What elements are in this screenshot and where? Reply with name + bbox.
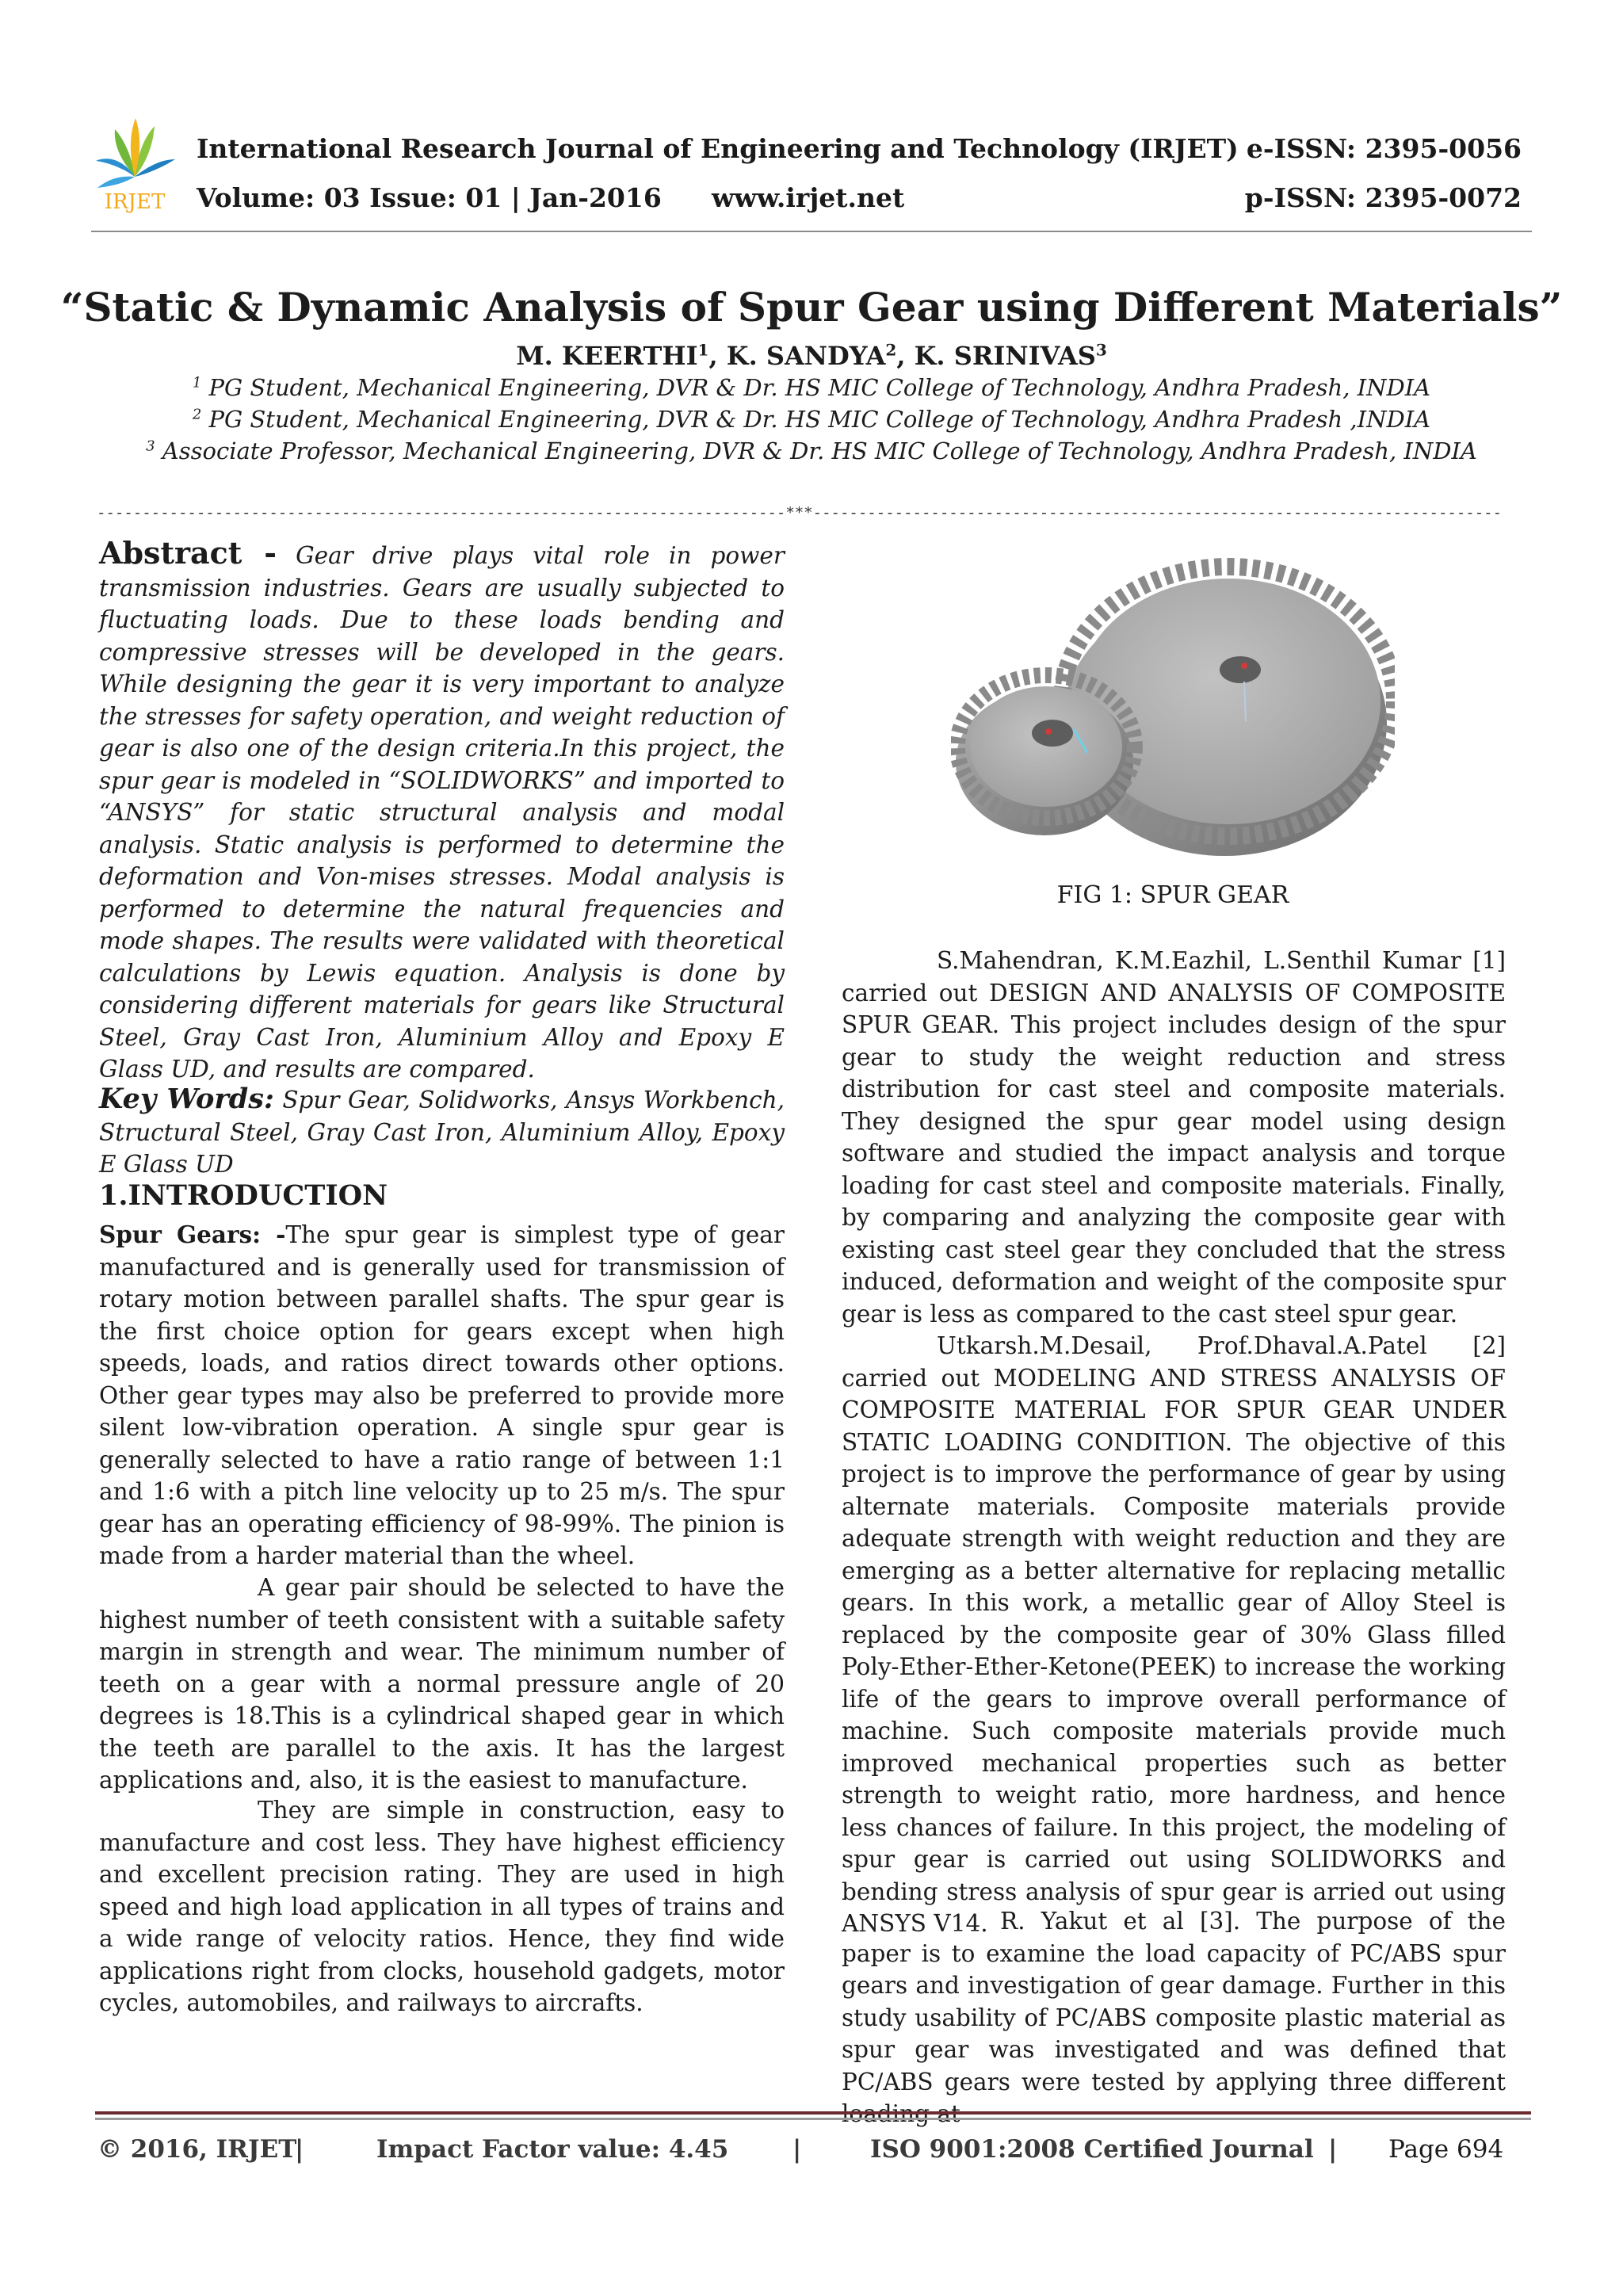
affiliation [0,374,1623,401]
footer-page-number: Page 694 [1388,2135,1504,2164]
affiliation-text: PG Student, Mechanical Engineering, DVR & Dr. HS MIC College of Technology, Andhra Pradesh, INDIA [201,374,1431,401]
author-list [0,341,1623,371]
affiliation-text: Associate Professor, Mechanical Engineering, DVR & Dr. HS MIC College of Technology, Andhra Pradesh, INDIA [155,437,1477,464]
intro-paragraph: A gear pair should be selected to have the highest number of teeth consistent with a suitable safety margin in strength and wear. The minimum number of teeth on a gear with a normal pressure angle of 20 degrees is 18.This is a cylindrical shaped gear in which the teeth are parallel to the axis. It has the largest applications and, also, it is the easiest to manufacture. [99,1574,785,1794]
literature-paragraph: Utkarsh.M.Desail, Prof.Dhaval.A.Patel [2] carried out MODELING AND STRESS ANALYSIS OF COMPOSITE MATERIAL FOR SPUR GEAR UNDER STATIC LOADING CONDITION. The objective of this project is to improve the performance of gear by using alternate materials. Composite materials provide adequate strength with weight reduction and they are emerging as a better alternative for replacing metallic gears. In this work, a metallic gear of Alloy Steel is replaced by the composite gear of 30% Glass filled Poly-Ether-Ether-Ketone(PEEK) to increase the working life of the gears to improve overall performance of machine. Such composite materials provide much improved mechanical properties such as better strength to weight ratio, more hardness, and hence less chances of failure. In this project, the modeling of spur gear is carried out using SOLIDWORKS and bending stress analysis of spur gear is arried out using ANSYS V14. [842,1332,1506,1937]
abstract [99,537,785,1086]
author-sup: 1 [697,340,709,360]
spur-gear-image [951,539,1395,872]
footer-separator: | [1328,2135,1338,2164]
footer-impact-factor: Impact Factor value: 4.45 [376,2135,729,2164]
author-name: M. KEERTHI [516,341,698,371]
affiliation-sup: 3 [146,437,155,455]
paper-title: “Static & Dynamic Analysis of Spur Gear using Different Materials” [60,284,1563,330]
footer-separator: | [295,2135,304,2164]
affiliation [0,406,1623,433]
author-name: K. SRINIVAS [914,341,1096,371]
author-name: K. SANDYA [726,341,886,371]
footer-divider [95,2118,1531,2120]
large-gear [1062,567,1395,856]
journal-name: International Research Journal of Engineering and Technology (IRJET) [197,133,1239,164]
footer-divider [95,2111,1531,2115]
irjet-logo [91,115,178,214]
intro-paragraph: They are simple in construction, easy to manufacture and cost less. They have highest efficiency and excellent precision rating. They are used in high speed and high load application in all types of trains and a wide range of velocity ratios. Hence, they find wide applications right from clocks, household gadgets, motor cycles, automobiles, and railways to aircrafts. [99,1797,785,2016]
keywords-label: Key Words: [99,1083,274,1115]
literature-paragraph: R. Yakut et al [3]. The purpose of the paper is to examine the load capacity of PC/ABS spur gears and investigation of gear damage. Further in this study usability of PC/ABS composite plastic material as spur gear was investigated and was defined that PC/ABS gears were tested by applying three different [842,1908,1506,2095]
e-issn: e-ISSN: 2395-0056 [1246,133,1522,164]
spur-gear-figure [951,539,1395,872]
footer-copyright: © 2016, IRJET [97,2135,297,2164]
volume-issue: Volume: 03 Issue: 01 | Jan-2016 [197,182,662,213]
affiliation-text: PG Student, Mechanical Engineering, DVR & Dr. HS MIC College of Technology, Andhra Pradesh ,INDIA [201,406,1431,433]
intro-text: The spur gear is simplest type of gear manufactured and is generally used for transmission of rotary motion between parallel shafts. The spur gear is the first choice option for gears except when high speeds, loads, and ratios direct towards other options. Other gear types may also be preferred to provide more silent low-vibration operation. A single spur gear is generally selected to have a ratio range of between 1:1 and 1:6 with a pitch line velocity up to 25 m/s. The spur gear has an operating efficiency of 98-99%. The pinion is made from a harder material than the wheel. [99,1221,785,1569]
footer-iso: ISO 9001:2008 Certified Journal [870,2135,1314,2164]
keywords [99,1083,785,1181]
section-separator: ----------------------------------------------------------------------------***---------------------------------------------------------------------------- [97,504,1503,521]
section-heading: 1.INTRODUCTION [99,1179,388,1212]
literature-paragraph: S.Mahendran, K.M.Eazhil, L.Senthil Kumar [1] carried out DESIGN AND ANALYSIS OF COMPOSITE SPUR GEAR. This project includes design of the spur gear to study the weight reduction and stress distribution for cast steel and composite materials. They designed the spur gear model using design software and studied the impact analysis and torque loading for cast steel and composite materials. Finally, by comparing and analyzing the composite gear with existing cast steel gear they concluded that the stress induced, deformation and weight of the composite spur gear is less as compared to the cast steel spur gear. [842,947,1506,1328]
affiliation-sup: 2 [192,406,202,423]
pinion-gear [956,675,1135,835]
abstract-text: Gear drive plays vital role in power transmission industries. Gears are usually subjected to fluctuating loads. Due to these loads bending and compressive stresses will be developed in the gears. While designing the gear it is very important to analyze the stresses for safety operation, and weight reduction of gear is also one of the design criteria.In this project, the spur gear is modeled in “SOLIDWORKS” and imported to “ANSYS” for static structural analysis and modal analysis. Static analysis is performed to determine the deformation and Von-mises stresses. Modal analysis is performed to determine the natural frequencies and mode shapes. The results were validated with theoretical calculations by Lewis equation. Analysis is done by considering different materials for gears like Structural Steel, Gray Cast Iron, Aluminium Alloy and Epoxy E Glass UD, and results are compared. [99,542,785,1083]
author-sep: , [708,341,727,371]
abstract-label: Abstract - [99,535,277,571]
journal-url[interactable]: www.irjet.net [712,182,905,213]
affiliation-sup: 1 [192,374,202,392]
author-sup: 3 [1095,340,1107,360]
svg-text:IRJET: IRJET [104,190,166,214]
keywords-text: Spur Gear, Solidworks, Ansys Workbench, Structural Steel, Gray Cast Iron, Aluminium Alloy, Epoxy E Glass UD [99,1087,785,1178]
affiliation [0,437,1623,464]
author-sep: , [896,341,915,371]
footer-separator: | [792,2135,802,2164]
spur-gears-label: Spur Gears: - [99,1221,286,1248]
figure-caption: FIG 1: SPUR GEAR [1056,881,1289,909]
irjet-logo-icon [91,115,178,214]
header-divider [91,231,1532,232]
intro-paragraph [99,1219,785,1572]
author-sup: 2 [885,340,897,360]
p-issn: p-ISSN: 2395-0072 [1244,182,1522,213]
